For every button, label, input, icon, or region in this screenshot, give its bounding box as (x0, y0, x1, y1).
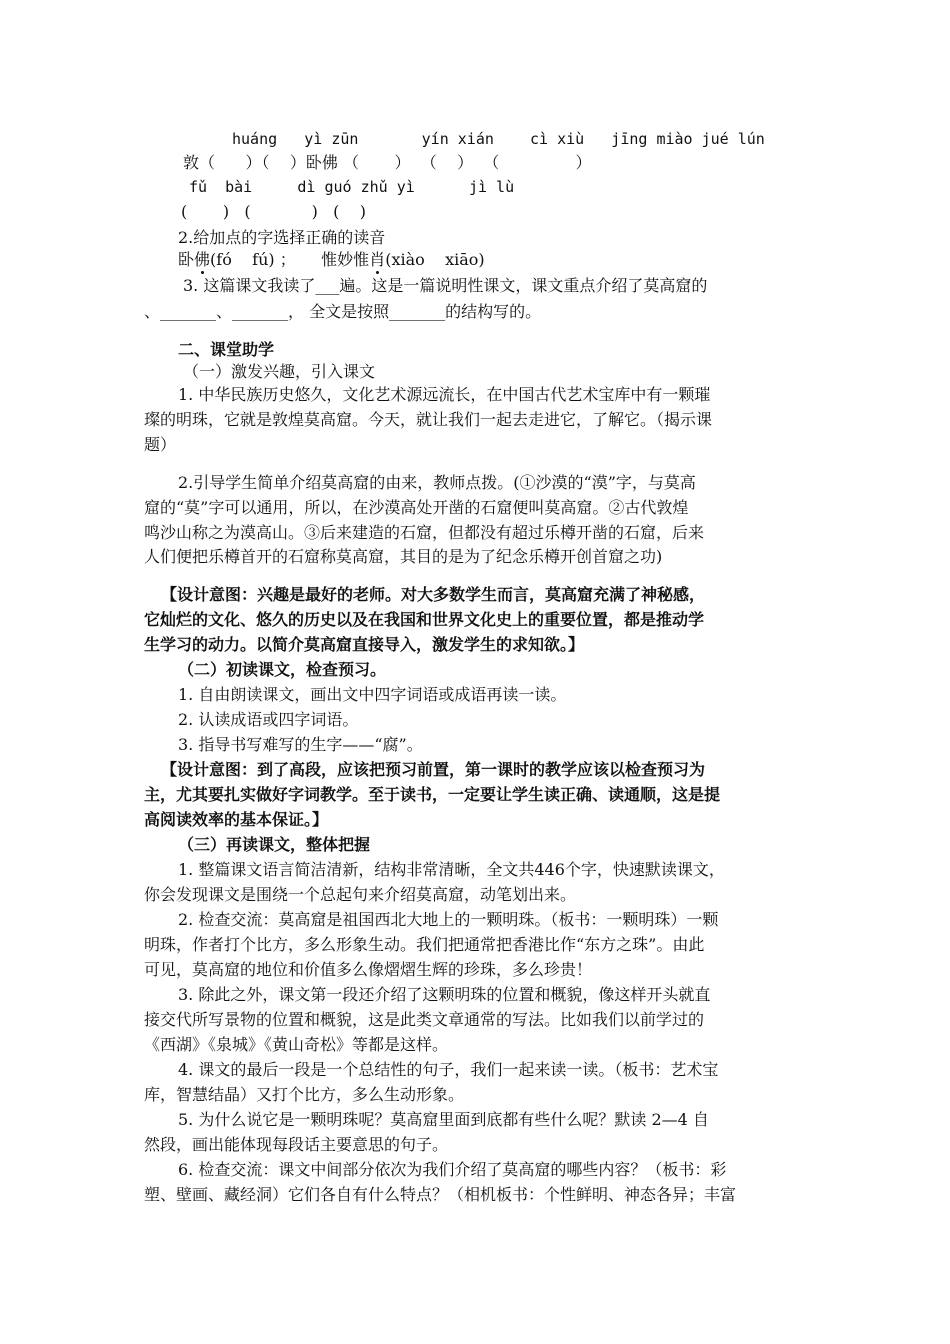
subsection-2-title: （二）初读课文，检查预习。 (178, 660, 387, 679)
subsection-3-line: 1. 整篇课文语言简洁清新，结构非常清晰，全文共446个字，快速默读课文， (178, 860, 725, 879)
design-intent-2-line: 【设计意图：到了高段，应该把预习前置，第一课时的教学应该以检查预习为 (161, 760, 706, 779)
subsection-2-item: 3. 指导书写难写的生字——“腐”。 (178, 735, 423, 754)
subsection-3-line: 可见，莫高窟的地位和价值多么像熠熠生辉的珍珠，多么珍贵！ (144, 960, 593, 979)
subsection-3-line: 然段，画出能体现每段话主要意思的句子。 (144, 1135, 449, 1154)
section-heading: 二、课堂助学 (178, 340, 275, 359)
paragraph-1-line: 1. 中华民族历史悠久，文化艺术源远流长，在中国古代艺术宝库中有一颗璀 (178, 385, 711, 404)
subsection-3-line: 接交代所写景物的位置和概貌，这是此类文章通常的写法。比如我们以前学过的 (144, 1010, 705, 1029)
subsection-3-line: 《西湖》《泉城》《黄山奇松》等都是这样。 (144, 1035, 449, 1054)
paragraph-2-line: 鸣沙山称之为漠高山。③后来建造的石窟，但都没有超过乐樽开凿的石窟，后来 (144, 523, 705, 542)
pinyin-row-2: fǔ bài dì guó zhǔ yì jì lù (189, 178, 515, 196)
design-intent-2-line: 高阅读效率的基本保证。】 (144, 810, 329, 829)
question-3-line-1: 3. 这篇课文我读了___遍。这是一篇说明性课文，课文重点介绍了莫高窟的 (183, 276, 708, 295)
pinyin-row-1: huáng yì zūn yín xián cì xiù jīng miào jué lún (232, 130, 765, 148)
subsection-3-title: （三）再读课文，整体把握 (178, 835, 371, 854)
subsection-3-line: 库，智慧结晶）又打个比方，多么生动形象。 (144, 1085, 465, 1104)
subsection-3-line: 塑、壁画、藏经洞）它们各自有什么特点？（相机板书：个性鲜明、神态各异；丰富 (144, 1185, 737, 1204)
subsection-3-line: 你会发现课文是围绕一个总起句来介绍莫高窟，动笔划出来。 (144, 885, 577, 904)
subsection-3-line: 2. 检查交流：莫高窟是祖国西北大地上的一颗明珠。（板书：一颗明珠）一颗 (178, 910, 719, 929)
design-intent-1-line: 它灿烂的文化、悠久的历史以及在我国和世界文化史上的重要位置，都是推动学 (144, 610, 705, 629)
design-intent-1-line: 生学习的动力。以简介莫高窟直接导入，激发学生的求知欲。】 (144, 635, 585, 654)
paragraph-2-line: 2.引导学生简单介绍莫高窟的由来，教师点拨。(①沙漠的“漠”字，与莫高 (178, 473, 696, 492)
characters-row-1: 敦（ ）（ ）卧佛 （ ） （ ） （ ） (183, 153, 592, 172)
question-2-options: 卧佛(fó fú) ； 惟妙惟肖(xiào xiāo) (178, 250, 485, 269)
paragraph-2-line: 窟的“莫”字可以通用，所以，在沙漠高处开凿的石窟便叫莫高窟。②古代敦煌 (144, 498, 689, 517)
design-intent-1-line: 【设计意图：兴趣是最好的老师。对大多数学生而言，莫高窟充满了神秘感， (161, 585, 706, 604)
paragraph-1-line: 题） (144, 435, 177, 454)
design-intent-2-line: 主，尤其要扎实做好字词教学。至于读书，一定要让学生读正确、读通顺，这是提 (144, 785, 721, 804)
subsection-3-line: 3. 除此之外，课文第一段还介绍了这颗明珠的位置和概貌，像这样开头就直 (178, 985, 711, 1004)
subsection-2-item: 2. 认读成语或四字词语。 (178, 710, 359, 729)
subsection-2-item: 1. 自由朗读课文，画出文中四字词语或成语再读一读。 (178, 685, 567, 704)
dotted-char-fo: 佛 (194, 250, 211, 269)
subsection-3-line: 明珠，作者打个比方，多么形象生动。我们把通常把香港比作“东方之珠”。由此 (144, 935, 705, 954)
subsection-3-line: 4. 课文的最后一段是一个总结性的句子，我们一起来读一读。（板书：艺术宝 (178, 1060, 719, 1079)
subsection-3-line: 5. 为什么说它是一颗明珠呢？莫高窟里面到底都有些什么呢？默读 2—4 自 (178, 1110, 709, 1129)
paragraph-1-line: 璨的明珠，它就是敦煌莫高窟。今天，就让我们一起去走进它，了解它。（揭示课 (144, 410, 713, 429)
question-3-line-2: 、_______、_______， 全文是按照_______的结构写的。 (144, 302, 542, 321)
subsection-3-line: 6. 检查交流：课文中间部分依次为我们介绍了莫高窟的哪些内容？（板书：彩 (178, 1160, 727, 1179)
dotted-char-xiao: 肖 (369, 250, 386, 269)
blanks-row-2: ( ) ( ) ( ) (181, 202, 366, 221)
subsection-1-title: （一）激发兴趣，引入课文 (183, 362, 376, 381)
question-2: 2.给加点的字选择正确的读音 (178, 228, 386, 247)
paragraph-2-line: 人们便把乐樽首开的石窟称莫高窟，其目的是为了纪念乐樽开创首窟之功) (144, 547, 663, 566)
